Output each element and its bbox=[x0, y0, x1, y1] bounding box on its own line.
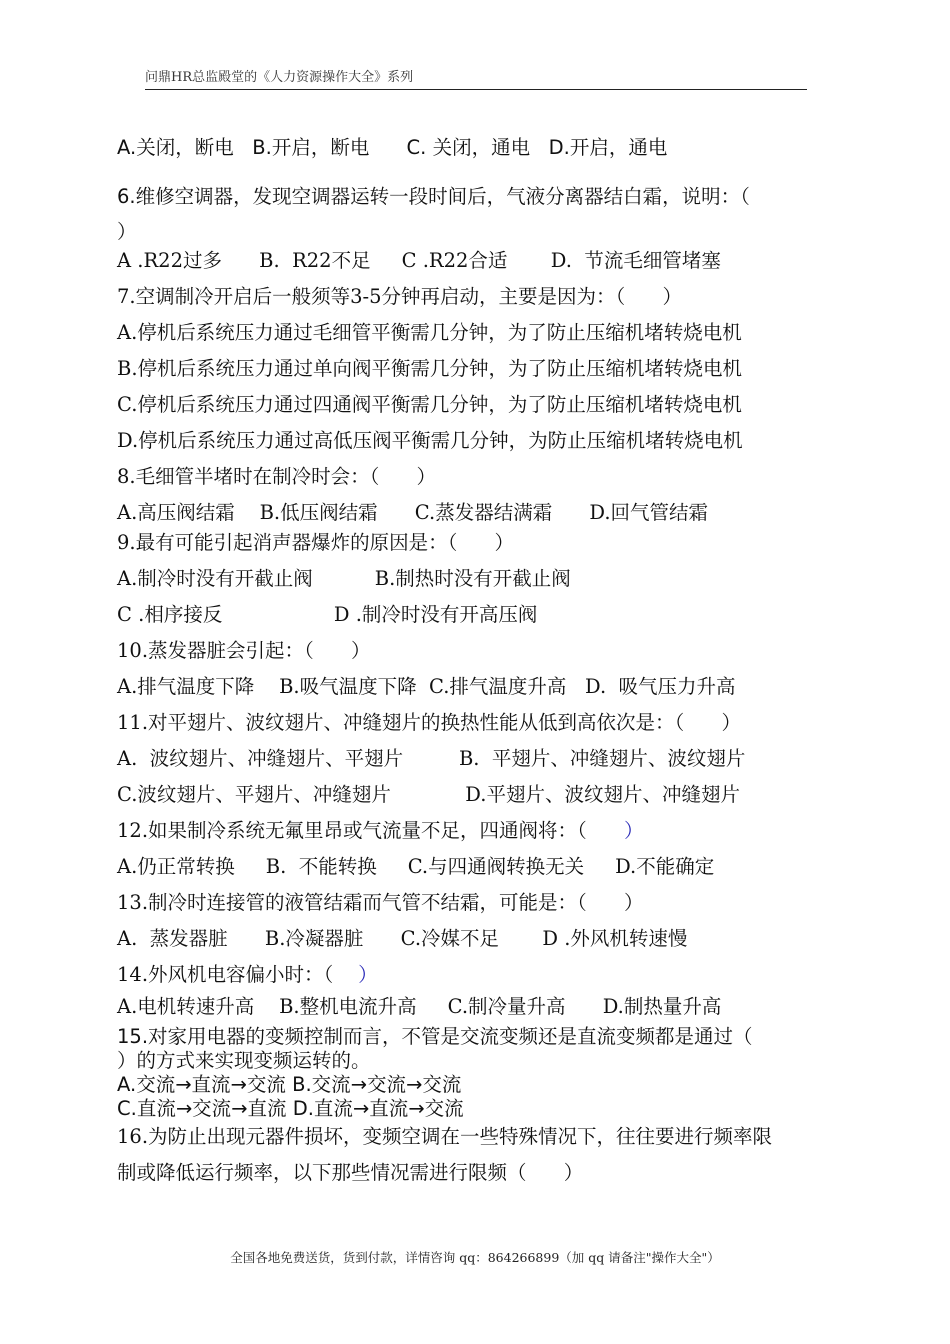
q7-option-c: C.停机后系统压力通过四通阀平衡需几分钟，为了防止压缩机堵转烧电机 bbox=[117, 393, 742, 416]
q10-options: A.排气温度下降 B.吸气温度下降 C.排气温度升高 D. 吸气压力升高 bbox=[117, 675, 736, 698]
q7-option-d: D.停机后系统压力通过高低压阀平衡需几分钟，为防止压缩机堵转烧电机 bbox=[117, 429, 743, 452]
blue-paren: ） bbox=[623, 819, 644, 842]
q6-stem: 6.维修空调器，发现空调器运转一段时间后，气液分离器结白霜，说明：（ bbox=[117, 185, 750, 208]
q8-options: A.高压阀结霜 B.低压阀结霜 C.蒸发器结满霜 D.回气管结霜 bbox=[117, 501, 709, 524]
q15-options-ab: A.交流→直流→交流 B.交流→交流→交流 bbox=[117, 1073, 462, 1096]
q12-options: A.仍正常转换 B. 不能转换 C.与四通阀转换无关 D.不能确定 bbox=[117, 855, 715, 878]
q8-stem: 8.毛细管半堵时在制冷时会：（ ） bbox=[117, 465, 437, 488]
q5-options: A.关闭，断电 B.开启，断电 C. 关闭，通电 D.开启，通电 bbox=[117, 136, 668, 159]
q15-options-cd: C.直流→交流→直流 D.直流→直流→交流 bbox=[117, 1097, 464, 1120]
q11-options-cd: C.波纹翅片、平翅片、冲缝翅片 D.平翅片、波纹翅片、冲缝翅片 bbox=[117, 783, 740, 806]
q6-options: A .R22过多 B. R22不足 C .R22合适 D. 节流毛细管堵塞 bbox=[117, 249, 721, 272]
q13-stem: 13.制冷时连接管的液管结霜而气管不结霜，可能是：（ ） bbox=[117, 891, 644, 914]
q11-options-ab: A. 波纹翅片、冲缝翅片、平翅片 B. 平翅片、冲缝翅片、波纹翅片 bbox=[117, 747, 746, 770]
q15-stem-cont: ）的方式来实现变频运转的。 bbox=[117, 1049, 371, 1072]
q6-stem-cont: ） bbox=[117, 220, 137, 243]
q12-stem: 12.如果制冷系统无氟里昂或气流量不足，四通阀将：（ ） bbox=[117, 819, 644, 842]
page-header: 问鼎HR总监殿堂的《人力资源操作大全》系列 bbox=[145, 66, 807, 90]
page-footer: 全国各地免费送货，货到付款，详情咨询 qq：864266899（加 qq 请备注"操作大全"） bbox=[230, 1250, 720, 1265]
q9-options-cd: C .相序接反 D .制冷时没有开高压阀 bbox=[117, 603, 538, 626]
q9-options-ab: A.制冷时没有开截止阀 B.制热时没有开截止阀 bbox=[117, 567, 571, 590]
q13-options: A. 蒸发器脏 B.冷凝器脏 C.冷媒不足 D .外风机转速慢 bbox=[117, 927, 688, 950]
q14-options: A.电机转速升高 B.整机电流升高 C.制冷量升高 D.制热量升高 bbox=[117, 995, 722, 1018]
q15-stem: 15.对家用电器的变频控制而言，不管是交流变频还是直流变频都是通过（ bbox=[117, 1025, 753, 1048]
q7-option-a: A.停机后系统压力通过毛细管平衡需几分钟，为了防止压缩机堵转烧电机 bbox=[117, 321, 742, 344]
q16-stem-cont: 制或降低运行频率，以下那些情况需进行限频（ ） bbox=[117, 1161, 584, 1184]
q7-stem: 7.空调制冷开启后一般须等3-5分钟再启动，主要是因为：（ ） bbox=[117, 285, 682, 308]
q16-stem: 16.为防止出现元器件损坏，变频空调在一些特殊情况下，往往要进行频率限 bbox=[117, 1125, 773, 1148]
q11-stem: 11.对平翅片、波纹翅片、冲缝翅片的换热性能从低到高依次是：（ ） bbox=[117, 711, 741, 734]
q14-stem: 14.外风机电容偏小时：（ ） bbox=[117, 963, 378, 986]
q9-stem: 9.最有可能引起消声器爆炸的原因是：（ ） bbox=[117, 531, 515, 554]
blue-paren: ） bbox=[358, 963, 378, 986]
q10-stem: 10.蒸发器脏会引起：（ ） bbox=[117, 639, 371, 662]
q7-option-b: B.停机后系统压力通过单向阀平衡需几分钟，为了防止压缩机堵转烧电机 bbox=[117, 357, 743, 380]
